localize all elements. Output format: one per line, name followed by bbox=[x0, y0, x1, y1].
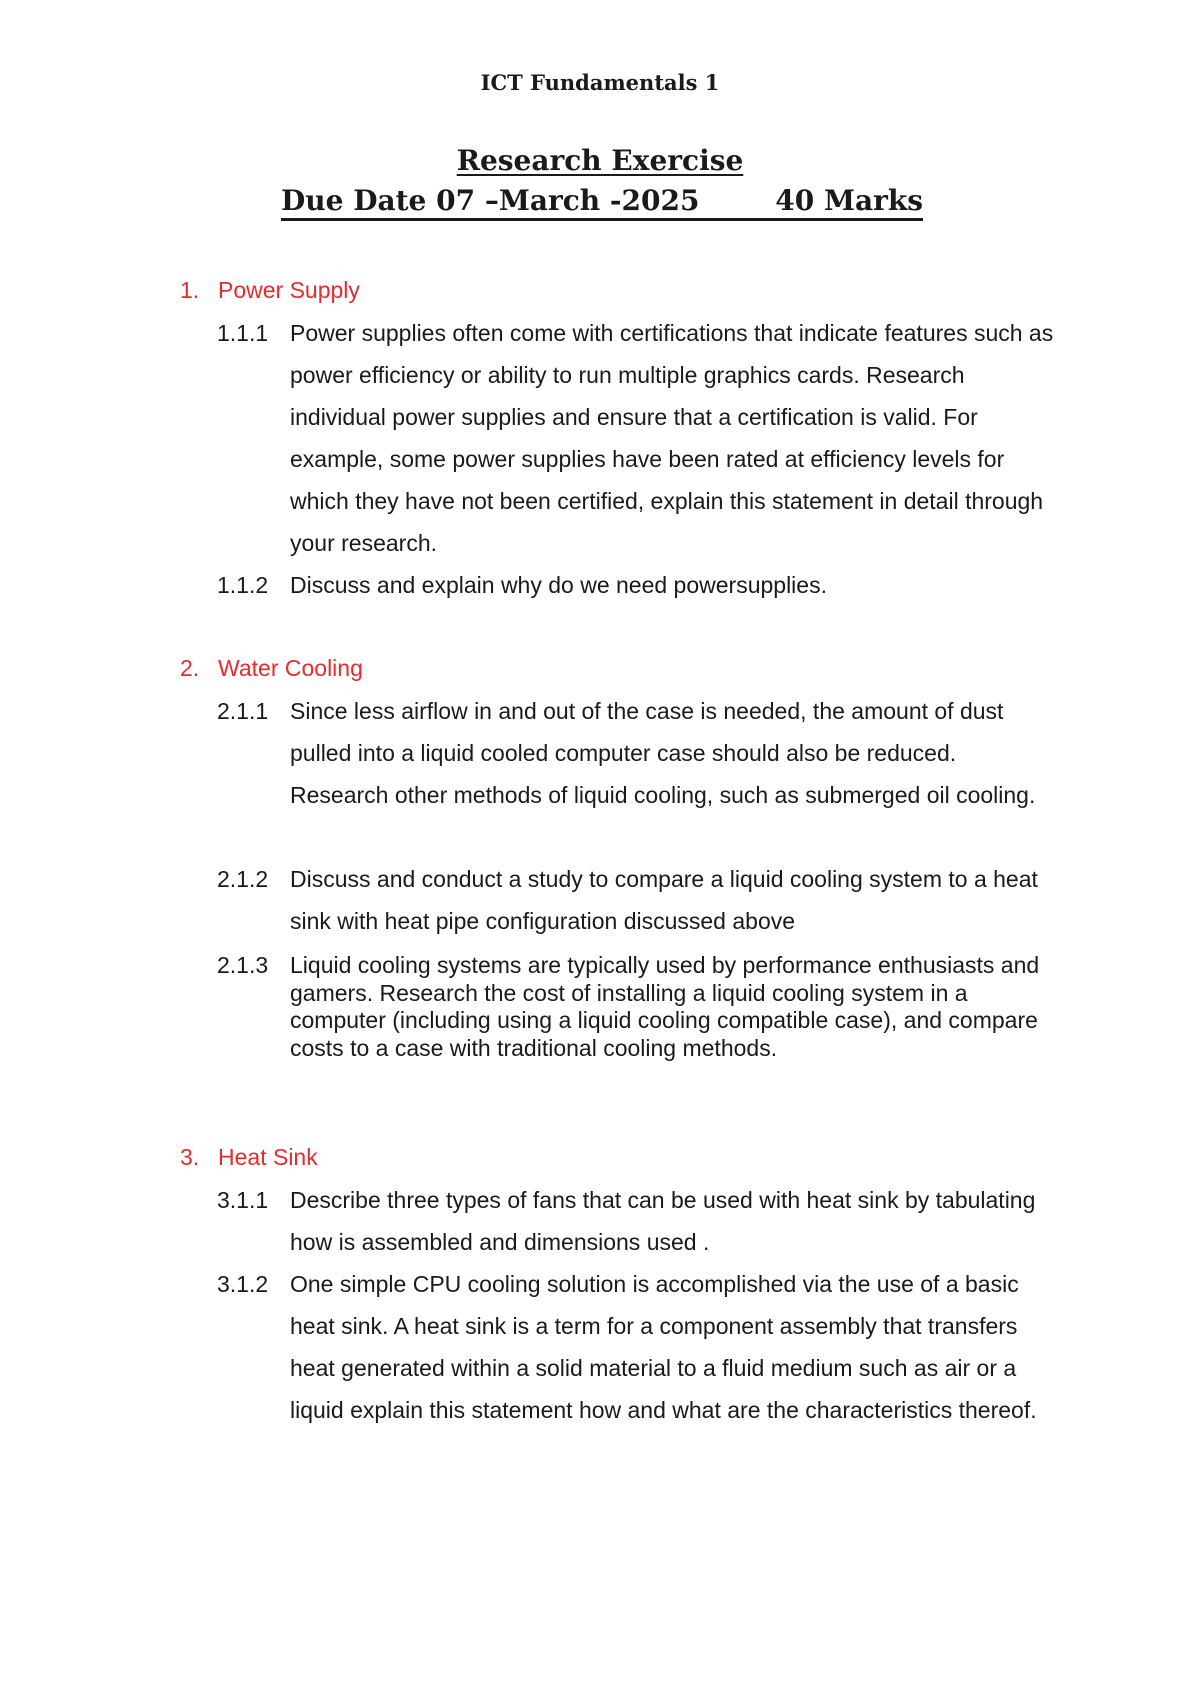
question-text: Since less airflow in and out of the case is needed, the amount of dust pulled into a liquid cooled computer case should also be reduced. Research other methods of liquid cooling, such as submerged oil cooling. bbox=[290, 698, 1036, 808]
due-date: Due Date 07 –March -2025 bbox=[281, 184, 700, 217]
question-text: One simple CPU cooling solution is accomplished via the use of a basic heat sink. A heat sink is a term for a component assembly that transfers heat generated within a solid material to a fluid medium such as air or a liquid explain this statement how and what are the characteristics thereof. bbox=[290, 1271, 1037, 1423]
question-item bbox=[217, 690, 1067, 816]
question-number: 3.1.2 bbox=[217, 1271, 269, 1297]
question-number: 1.1.1 bbox=[217, 320, 269, 346]
question-text: Liquid cooling systems are typically used by performance enthusiasts and gamers. Research the cost of installing a liquid cooling system in a computer (including using a liquid cooling compatible case), and compare costs to a case with traditional cooling methods. bbox=[290, 952, 1040, 1061]
question-number: 2.1.3 bbox=[217, 952, 269, 978]
question-item bbox=[217, 858, 1067, 942]
section-heading-heat-sink bbox=[180, 1144, 318, 1171]
due-date-line bbox=[281, 184, 923, 221]
question-number: 1.1.2 bbox=[217, 572, 269, 598]
section-number: 2. bbox=[180, 655, 200, 681]
section-heading-water-cooling bbox=[180, 655, 363, 682]
question-item bbox=[217, 564, 1067, 606]
question-item bbox=[217, 1179, 1067, 1263]
section-number: 3. bbox=[180, 1144, 200, 1170]
page-title bbox=[0, 144, 1200, 177]
course-header: ICT Fundamentals 1 bbox=[480, 70, 720, 95]
section-title: Heat Sink bbox=[218, 1144, 318, 1170]
question-number: 2.1.1 bbox=[217, 698, 269, 724]
question-text: Describe three types of fans that can be used with heat sink by tabulating how is assembled and dimensions used . bbox=[290, 1187, 1036, 1255]
question-item bbox=[217, 312, 1067, 564]
title-heading: Research Exercise bbox=[456, 144, 744, 177]
question-text: Power supplies often come with certifications that indicate features such as power efficiency or ability to run multiple graphics cards. Research individual power supplies and ensure that a certification is valid. For example, some power supplies have been rated at efficiency levels for which they have not been certified, explain this statement in detail through your research. bbox=[290, 320, 1054, 556]
question-item bbox=[217, 1263, 1067, 1431]
question-item bbox=[217, 952, 1067, 1062]
question-number: 2.1.2 bbox=[217, 866, 269, 892]
section-title: Power Supply bbox=[218, 277, 360, 303]
question-text: Discuss and explain why do we need powersupplies. bbox=[290, 572, 827, 598]
total-marks: 40 Marks bbox=[775, 184, 923, 217]
section-title: Water Cooling bbox=[218, 655, 363, 681]
question-text: Discuss and conduct a study to compare a liquid cooling system to a heat sink with heat pipe configuration discussed above bbox=[290, 866, 1038, 934]
question-number: 3.1.1 bbox=[217, 1187, 269, 1213]
section-heading-power-supply bbox=[180, 277, 360, 304]
section-number: 1. bbox=[180, 277, 200, 303]
